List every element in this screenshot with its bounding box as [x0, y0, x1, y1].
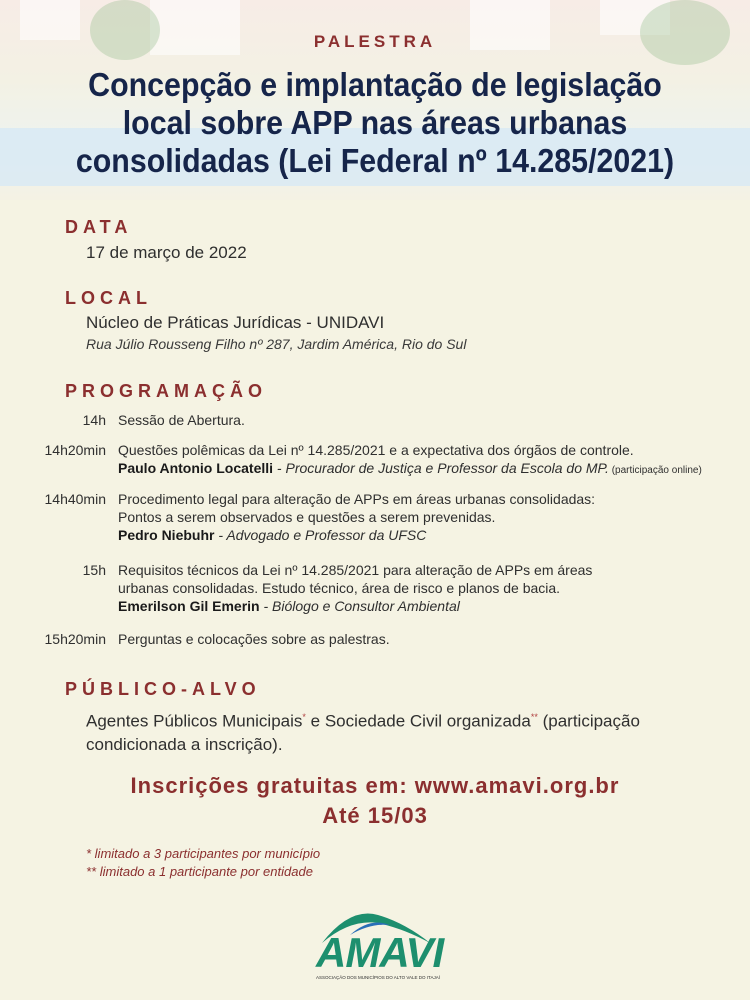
- audience-section-label: PÚBLICO-ALVO: [65, 679, 261, 699]
- schedule-description: Requisitos técnicos da Lei nº 14.285/2021 para alteração de APPs em áreas: [118, 562, 593, 578]
- audience-part: (participação: [537, 711, 640, 731]
- speaker-name: Emerilson Gil Emerin: [118, 598, 260, 614]
- schedule-time: 15h20min: [44, 631, 106, 647]
- event-type-label: PALESTRA: [313, 32, 437, 51]
- title-line: local sobre APP nas áreas urbanas: [122, 104, 628, 141]
- registration-deadline: Até 15/03: [322, 803, 428, 828]
- schedule-time: 14h40min: [44, 491, 106, 507]
- online-note: (participação online): [608, 465, 702, 476]
- footnote-mark: *: [302, 712, 306, 722]
- title-line: Concepção e implantação de legislação: [88, 66, 662, 103]
- footnote-mark: **: [530, 712, 538, 722]
- speaker-role: - Biólogo e Consultor Ambiental: [259, 598, 460, 614]
- audience-part: Agentes Públicos Municipais: [86, 711, 303, 731]
- schedule-time: 15h: [82, 562, 106, 578]
- amavi-logo: [310, 905, 444, 987]
- location-section-label: LOCAL: [65, 288, 152, 308]
- speaker-role: - Advogado e Professor da UFSC: [214, 527, 427, 543]
- title-line: consolidadas (Lei Federal nº 14.285/2021): [75, 142, 675, 179]
- footnote: * limitado a 3 participantes por município: [86, 846, 321, 861]
- location-address: Rua Júlio Rousseng Filho nº 287, Jardim América, Rio do Sul: [86, 336, 467, 352]
- schedule-time: 14h20min: [44, 442, 106, 458]
- location-name: Núcleo de Práticas Jurídicas - UNIDAVI: [86, 313, 385, 332]
- schedule-description: Pontos a serem observados e questões a serem prevenidas.: [118, 509, 496, 525]
- logo-wordmark: AMAVI: [316, 929, 444, 976]
- schedule-description: Procedimento legal para alteração de APPs em áreas urbanas consolidadas:: [118, 491, 596, 507]
- schedule-description: Perguntas e colocações sobre as palestras.: [118, 631, 390, 647]
- speaker-name: Paulo Antonio Locatelli: [118, 460, 274, 476]
- speaker-line: [118, 597, 748, 615]
- audience-part: e Sociedade Civil organizada: [305, 711, 531, 731]
- schedule-description: urbanas consolidadas. Estudo técnico, área de risco e planos de bacia.: [118, 580, 561, 596]
- schedule-description: Sessão de Abertura.: [118, 412, 245, 428]
- speaker-role: - Procurador de Justiça e Professor da Escola do MP.: [273, 460, 609, 476]
- speaker-line: [118, 526, 748, 544]
- audience-text: [86, 706, 726, 756]
- audience-part: condicionada a inscrição).: [86, 734, 283, 754]
- speaker-line: [118, 459, 748, 480]
- logo-subtitle: ASSOCIAÇÃO DOS MUNICÍPIOS DO ALTO VALE DO ITAJAÍ: [316, 975, 440, 980]
- date-section-label: DATA: [65, 217, 133, 237]
- registration-link-text: Inscrições gratuitas em: www.amavi.org.br: [130, 773, 620, 798]
- schedule-time: 14h: [82, 412, 106, 428]
- speaker-name: Pedro Niebuhr: [118, 527, 215, 543]
- schedule-description: Questões polêmicas da Lei nº 14.285/2021 e a expectativa dos órgãos de controle.: [118, 442, 634, 458]
- footnote: ** limitado a 1 participante por entidade: [86, 864, 313, 879]
- event-date: 17 de março de 2022: [86, 243, 247, 262]
- schedule-section-label: PROGRAMAÇÃO: [65, 381, 267, 401]
- page-title: [58, 66, 693, 180]
